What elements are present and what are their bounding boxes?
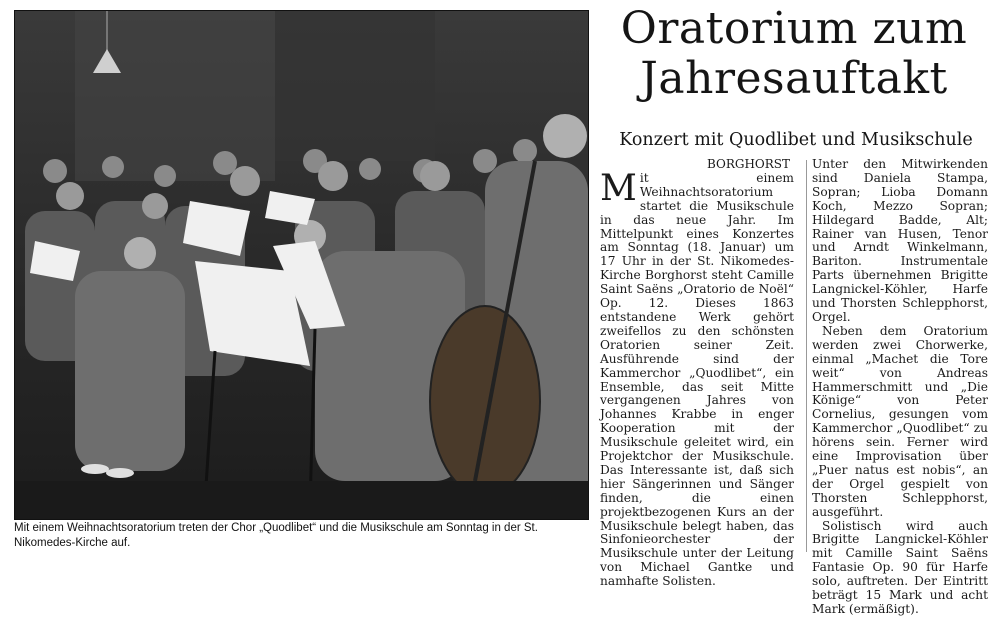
headline-line-1: Oratorium zum [620, 3, 968, 54]
article-paragraph: Unter den Mitwirkenden sind Daniela Stampa, Sopran; Lioba Domann Koch, Mezzo Sopran; Hildegard Badde, Alt; Rainer van Husen, Tenor und Arndt Winkelmann, Bariton. Instrumentale Parts übernehmen Brigitte Langnickel-Köhler, Harfe und Thorsten Schlepphorst, Orgel. [812, 157, 988, 324]
dateline: BORGHORST [706, 157, 790, 171]
article-column-2 [812, 158, 988, 617]
article-column-1 [600, 158, 794, 589]
drop-cap: M [600, 167, 637, 209]
article-paragraph: Solistisch wird auch Brigitte Langnickel-Köhler mit Camille Saint Saëns Fantasie Op. 90 für Harfe solo, auftreten. Der Eintritt beträgt 15 Mark und acht Mark (ermäßigt). [812, 518, 988, 616]
column-divider [806, 160, 807, 552]
article-paragraph-text: it einem Weihnachtsoratorium startet die Musikschule in das neue Jahr. Im Mittelpunkt eines Konzertes am Sonntag (18. Januar) um 17 Uhr in der St. Nikomedes-Kirche Borghorst steht Camille Saint Saëns „Oratorio de Noël“ Op. 12. Dieses 1863 entstandene Werk gehört zweifellos zu den schönsten Oratorien seiner Zeit. Ausführende sind der Kammerchor „Quodlibet“, ein Ensemble, das seit Mitte vergangenen Jahres von Johannes Krabbe in enger Kooperation mit der Musikschule geleitet wird, ein Projektchor der Musikschule. Das Interessante ist, daß sich hier Sängerinnen und Sänger finden, die einen projektbezogenen Kurs an der Musikschule belegt haben, das Sinfonieorchester der Musikschule unter der Leitung von Michael Gantke und namhafte Solisten. [600, 170, 794, 589]
article-paragraph [600, 167, 794, 589]
headline [596, 4, 992, 104]
choir-photo [14, 10, 589, 520]
choir-photo-illustration [15, 11, 588, 519]
headline-line-2: Jahresauftakt [640, 53, 948, 104]
photo-caption: Mit einem Weihnachtsoratorium treten der Chor „Quodlibet“ und die Musikschule am Sonntag in der St. Nikomedes-Kirche auf. [14, 522, 538, 549]
article-paragraph: Neben dem Oratorium werden zwei Chorwerke, einmal „Machet die Tore weit“ von Andreas Hammerschmitt und „Die Könige“ von Peter Cornelius, gesungen vom Kammerchor „Quodlibet“ zu hörens sein. Ferner wird eine Improvisation über „Puer natus est nobis“, an der Orgel gespielt von Thorsten Schlepphorst, ausgeführt. [812, 323, 988, 519]
subheadline: Konzert mit Quodlibet und Musikschule [619, 130, 973, 150]
